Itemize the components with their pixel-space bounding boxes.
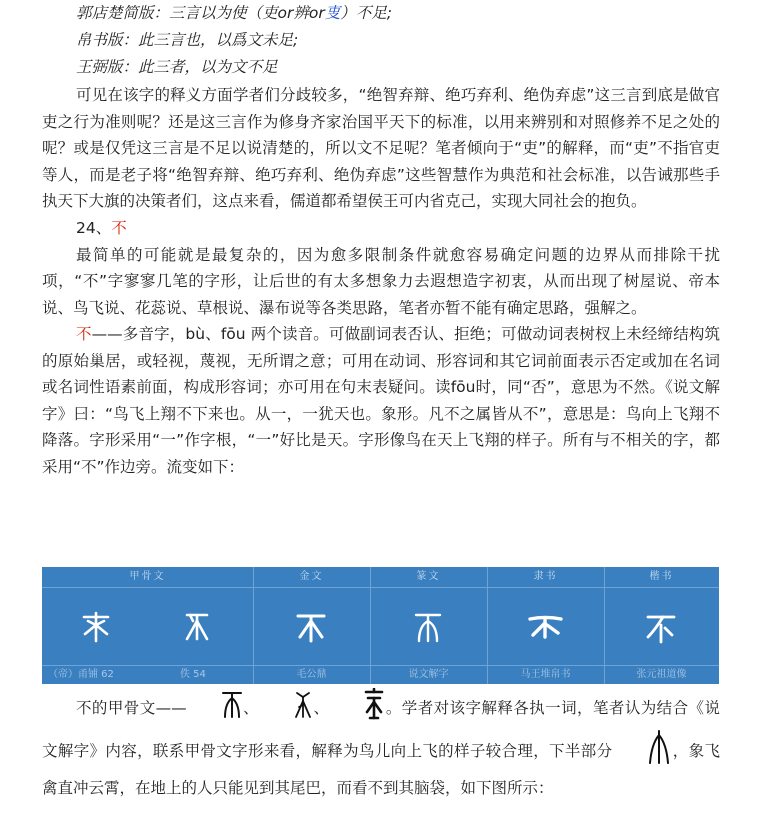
blue-character: 叓 [324, 4, 341, 22]
column-header: 隶书 [487, 567, 604, 588]
paragraph-1: 可见在该字的释义方面学者们分歧较多，“绝智弃辩、绝巧弃利、绝伪弃虑”这三言到底是做官吏之行为准则呢？还是这三言作为修身齐家治国平天下的标准，以用来辨别和对照修养不足之处的呢？或是仅凭这三言是不足以说清楚的，所以文不足呢？笔者倾向于“吏”的解释，而“吏”不指官吏等人，而是老子将“绝智弃辩、绝巧弃利、绝伪弃虑”这些智慧作为典范和社会标准，以告诫那些手执天下大旗的决策者们，这点来看，儒道都希望侯王可内省克己，实现大同社会的抱负。 [42, 86, 720, 210]
evolution-column-lishu [487, 567, 605, 684]
paragraph-4: 不的甲骨文—— 、 、 。学者对该字解释各执一词，笔者认为结合《说文解字》内容，联系甲骨文字形来看，解释为鸟儿向上飞的样子较合理，下半部分 ，象飞禽直冲云霄，在地上的人只能见到其尾巴，而看不到其脑袋，如下图所示： [42, 684, 720, 802]
column-header: 篆文 [370, 567, 487, 588]
lead-character: 不 [76, 325, 92, 343]
evolution-column-jinwen [253, 567, 371, 684]
column-header: 楷书 [604, 567, 719, 588]
document-page [42, 0, 720, 480]
paragraph-2: 最简单的可能就是最复杂的，因为愈多限制条件就愈容易确定问题的边界从而排除干扰项，“不”字寥寥几笔的字形，让后世的有太多想象力去遐想造字初衷，从而出现了树屋说、帝本说、鸟飞说、花蕊说、草根说、瀑布说等各类思路，笔者亦暂不能有确定思路，强解之。 [42, 245, 720, 317]
version-line-boshu: 帛书版：此三言也，以爲文未足; [76, 31, 299, 49]
column-header: 金文 [253, 567, 370, 588]
oracle-glyph-c-icon [329, 688, 385, 729]
paragraph-3: 不——多音字，bù、fōu 两个读音。可做副词表否认、拒绝；可做动词表树杈上未经缔结构筑的原始巢居，或轻视，蔑视，无所谓之意；可用在动词、形容词和其它词前面表示否定或加在名词或名词性语素前面，构成形容词；亦可用在句末表疑问。读fōu时，同“否”，意思为不然。《说文解字》曰：“鸟飞上翔不下来也。从一，一犹天也。象形。凡不之属皆从不”，意思是：鸟向上飞翔不降落。字形采用“一”作字根，“一”好比是天。字形像鸟在天上飞翔的样子。所有与不相关的字，都采用“不”作边旁。流变如下： [42, 325, 720, 476]
column-footer: 说文解字 [370, 665, 487, 684]
evolution-column-zhuanwen [370, 567, 488, 684]
kaishu-glyph-icon [641, 607, 681, 647]
version-line-wangbi: 王弼版：此三者，以为文不足 [76, 58, 278, 76]
column-header: 甲骨文 [42, 567, 253, 588]
jiagu-glyph-1-icon [76, 607, 116, 647]
column-footer: 张元祖道像 [604, 665, 719, 684]
jinwen-glyph-icon [291, 607, 331, 647]
heading-character: 不 [111, 218, 127, 237]
column-footer: 毛公鼎 [253, 665, 370, 684]
column-footer: （帝）甬铺 62 佚 54 [42, 665, 253, 684]
oracle-glyph-b-icon [259, 689, 313, 728]
character-evolution-table [42, 567, 719, 684]
section-heading: 24、不 [76, 218, 127, 237]
zhuanwen-glyph-icon [408, 607, 448, 647]
lishu-glyph-icon [525, 607, 565, 647]
oracle-glyph-a-icon [187, 689, 243, 728]
evolution-column-kaishu [604, 567, 719, 684]
evolution-column-jiagu [42, 567, 254, 684]
version-line-guodian: 郭店楚简版：三言以为使（吏or辨or叓）不足; [76, 4, 392, 22]
jiagu-glyph-2-icon [177, 607, 217, 647]
lower-part-glyph-icon [612, 729, 672, 774]
column-footer: 马王堆帛书 [487, 665, 604, 684]
